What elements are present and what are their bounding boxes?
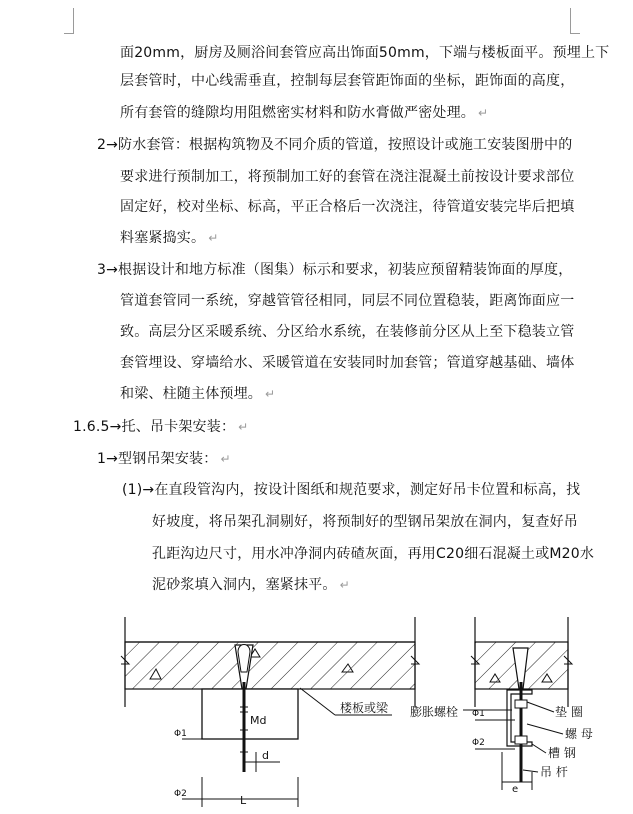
p3-line-4: 套管埋设、穿墙给水、采暖管道在安装同时加套管；管道穿越基础、墙体 [120, 355, 575, 371]
nut-label: 螺 母 [565, 727, 593, 741]
paragraph-mark: ↵ [265, 387, 276, 401]
s1-line-2: 好坡度，将吊架孔洞剔好，将预制好的型钢吊架放在洞内，复查好吊 [152, 514, 578, 530]
heading-1-6-5: 1.6.5→托、吊卡架安装： ↵ [73, 419, 249, 435]
nut [515, 700, 527, 708]
s1-line-3: 孔距沟边尺寸，用水冲净洞内砖碴灰面，再用C20细石混凝土或M20水 [152, 546, 595, 562]
hanger-installation-figure [110, 612, 610, 812]
slab-hatch [125, 642, 415, 689]
paragraph-mark: ↵ [238, 420, 249, 434]
right-detail [410, 617, 593, 795]
heading-1: 1→型钢吊架安装： ↵ [97, 451, 231, 467]
p3-line-1: 3→根据设计和地方标准（图集）标示和要求，初装应预留精装饰面的厚度， [97, 262, 573, 278]
washer-label: 垫 圈 [555, 705, 583, 719]
crop-mark-right [570, 8, 580, 34]
right-phi1-label: Φ1 [472, 709, 485, 719]
p3-line-5: 和梁、柱随主体预埋。 ↵ [120, 386, 276, 402]
p1-line-2: 层套管时，中心线需垂直，控制每层套管距饰面的坐标，距饰面的高度， [120, 73, 575, 89]
s1-line-4: 泥砂浆填入洞内，塞紧抹平。 ↵ [152, 577, 350, 593]
paragraph-mark: ↵ [220, 452, 231, 466]
paragraph-mark: ↵ [208, 231, 219, 245]
rod-label: 吊 杆 [540, 765, 568, 779]
slab-label: 楼板或梁 [340, 701, 389, 715]
paragraph-mark: ↵ [478, 106, 489, 120]
e-label: e [512, 784, 519, 795]
paragraph-mark: ↵ [339, 578, 350, 592]
left-detail [121, 617, 419, 807]
nut [515, 736, 527, 744]
washer-leader [527, 702, 554, 712]
d-label: d [262, 749, 269, 762]
phi2-label: Φ2 [174, 789, 187, 799]
p2-line-4: 料塞紧捣实。 ↵ [120, 230, 219, 246]
phi1-label: Φ1 [174, 729, 187, 739]
nut-leader [527, 724, 563, 734]
p2-line-1: 2→防水套管：根据构筑物及不同介质的管道，按照设计或施工安装图册中的 [97, 137, 573, 153]
p1-line-1: 面20mm，厨房及厕浴间套管应高出饰面50mm，下端与楼板面平。预埋上下 [120, 45, 610, 61]
rod-leader [523, 770, 538, 772]
channel-label: 槽 钢 [548, 746, 576, 760]
p2-line-3: 固定好，校对坐标、标高，平正合格后一次浇注，待管道安装完毕后把填 [120, 199, 575, 215]
channel-leader [532, 744, 546, 753]
slab-leader [300, 688, 335, 715]
md-label: Md [250, 714, 267, 727]
right-phi2-label: Φ2 [472, 738, 485, 748]
p2-line-2: 要求进行预制加工，将预制加工好的套管在浇注混凝土前按设计要求部位 [120, 169, 575, 185]
p3-line-2: 管道套管同一系统，穿越管管径相同，同层不同位置稳装，距离饰面应一 [120, 293, 575, 309]
bolt-label: 膨胀螺栓 [410, 705, 459, 719]
L-label: L [240, 794, 247, 807]
crop-mark-left [64, 8, 74, 34]
s1-line-1: (1)→在直段管沟内，按设计图纸和规范要求，测定好吊卡位置和标高，找 [122, 482, 581, 498]
p1-line-3: 所有套管的缝隙均用阻燃密实材料和防水膏做严密处理。 ↵ [120, 105, 489, 121]
p3-line-3: 致。高层分区采暖系统、分区给水系统，在装修前分区从上至下稳装立管 [120, 324, 575, 340]
